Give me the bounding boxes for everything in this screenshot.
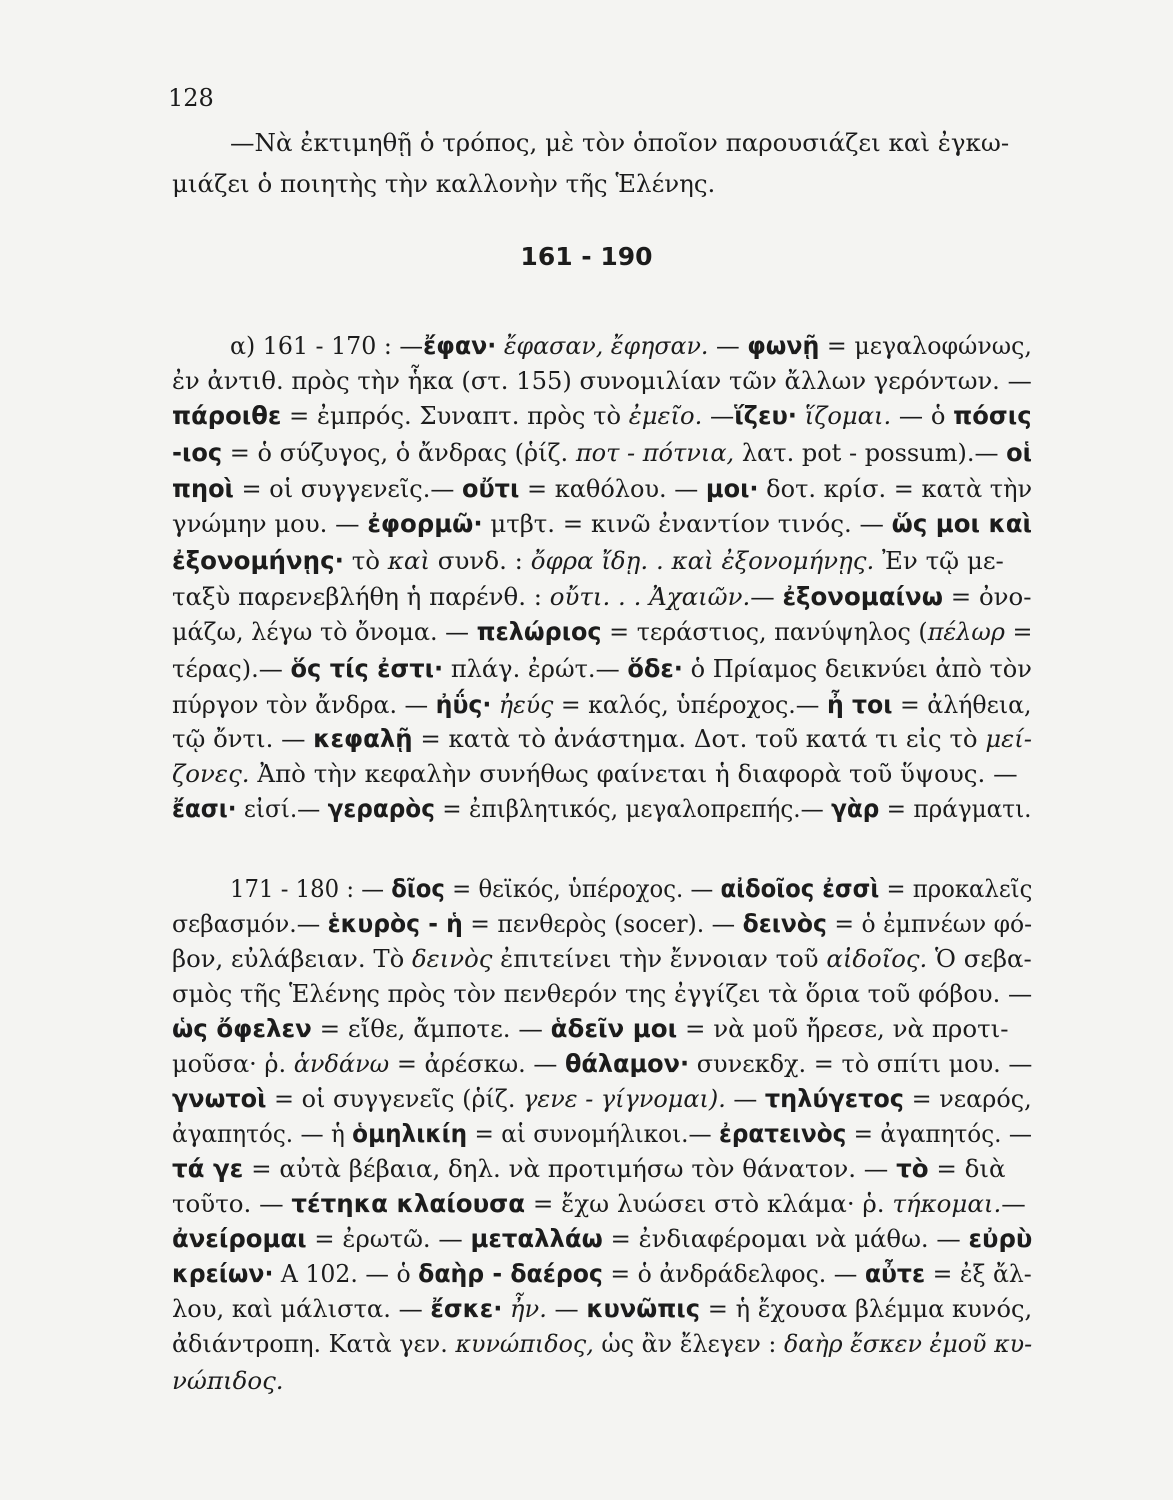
text-line <box>230 873 1033 905</box>
text: = ὁ σύζυγος, ὁ ἄνδρας (ῥίζ. <box>222 438 576 467</box>
section-heading: 161 - 190 <box>520 242 653 271</box>
text: = ἀλήθεια, <box>892 690 1032 719</box>
lemma: -ιος <box>172 438 223 467</box>
text-line <box>172 978 1033 1010</box>
italic-text: καὶ <box>387 546 431 575</box>
text: εἰσί.— <box>236 794 328 823</box>
text-line <box>172 365 1032 397</box>
italic-text: δαὴρ ἔσκεν ἐμοῦ κυ- <box>783 1329 1033 1358</box>
text: — <box>1001 1189 1026 1218</box>
lemma: δαὴρ - δαέρος <box>418 1259 603 1288</box>
text: = οἱ συγγενεῖς (ῥίζ. <box>266 1084 524 1113</box>
italic-text: νώπιδος. <box>172 1366 284 1395</box>
lemma: πελώριος <box>476 617 602 646</box>
text: λου, καὶ μάλιστα. — <box>172 1294 431 1323</box>
lemma: αἰδοῖος ἐσσὶ <box>720 874 880 903</box>
lemma: οἱ <box>1006 438 1033 467</box>
text-line <box>172 545 1032 577</box>
lemma: ἑκυρὸς - ἡ <box>327 909 463 938</box>
lemma: ὁμηλικίη <box>352 1119 468 1148</box>
text-line <box>172 689 1032 721</box>
lemma: οὔτι <box>461 474 520 503</box>
text: πύργον τὸν ἄνδρα. — <box>172 690 436 719</box>
lemma: ἐξονομαίνω <box>782 582 943 611</box>
text: Ἀπὸ τὴν κεφαλὴν συνήθως φαίνεται ἡ διαφορὰ τοῦ ὕψους. — <box>249 759 1018 788</box>
lemma: αὖτε <box>864 1259 926 1288</box>
lemma: μεταλλάω <box>470 1224 603 1253</box>
text: ἐπιτείνει τὴν ἔννοιαν τοῦ <box>492 944 827 973</box>
text: — ὁ <box>891 401 954 430</box>
lemma: τά γε <box>172 1154 244 1183</box>
text: ὡς ἂν ἔλεγεν : <box>593 1329 784 1358</box>
text-line <box>172 1365 1032 1397</box>
italic-text: οὔτι. . . Ἀχαιῶν. <box>549 582 751 611</box>
text: 171 - 180 : — <box>230 874 392 903</box>
italic-text: ζονες. <box>172 759 250 788</box>
text-line <box>230 330 1032 362</box>
text: Α 102. — ὁ <box>273 1259 419 1288</box>
lemma: ἔασι· <box>172 794 237 823</box>
text: = πενθερὸς (socer). — <box>462 909 743 938</box>
lemma: θάλαμον· <box>564 1049 690 1078</box>
text: — <box>725 1084 765 1113</box>
text-line <box>172 758 1032 790</box>
text: = ἐρωτῶ. — <box>306 1224 471 1253</box>
lemma: τὸ <box>896 1154 929 1183</box>
lemma: ἠΰς· <box>435 690 492 719</box>
lemma: κρείων· <box>172 1259 274 1288</box>
text: ἀδιάντροπη. Κατὰ γεν. <box>172 1329 456 1358</box>
text: = κατὰ τὸ ἀνάστημα. Δοτ. τοῦ κατά τι εἰς τὸ <box>412 724 986 753</box>
lemma: δεινὸς <box>742 909 827 938</box>
text-line <box>172 437 1033 469</box>
text: = <box>1004 617 1033 646</box>
text: = ἐξ ἄλ- <box>925 1259 1032 1288</box>
text: μτβτ. = κινῶ ἐναντίον τινός. — <box>482 509 892 538</box>
text <box>496 331 504 360</box>
text: = διὰ <box>928 1154 1006 1183</box>
text: πλάγ. ἐρώτ.— <box>443 654 628 683</box>
text: = ὁ ἐμπνέων φό- <box>826 909 1033 938</box>
text: Ἐν τῷ με- <box>874 546 1004 575</box>
text: = ἡ ἔχουσα βλέμμα κυνός, <box>700 1294 1033 1323</box>
text-line <box>172 793 1032 825</box>
italic-text: ἐμεῖο. <box>628 401 703 430</box>
lemma: πόσις <box>953 401 1032 430</box>
lemma: ὅς τίς ἐστι· <box>290 654 444 683</box>
italic-text: γενε - γίγνομαι). <box>523 1084 726 1113</box>
italic-text: ποτ - πότνια, <box>575 438 735 467</box>
lemma: κυνῶπις <box>586 1294 701 1323</box>
intro-line-1: —Νὰ ἐκτιμηθῇ ὁ τρόπος, μὲ τὸν ὁποῖον παρουσιάζει καὶ ἐγκω- <box>230 128 1010 157</box>
lemma: ἀνείρομαι <box>172 1224 307 1253</box>
lemma: ἦ τοι <box>826 690 893 719</box>
text: μάζω, λέγω τὸ ὄνομα. — <box>172 617 477 646</box>
text: — <box>708 331 748 360</box>
text-line <box>172 616 1033 648</box>
lemma: γὰρ <box>831 794 880 823</box>
italic-text: ἦν. <box>510 1294 547 1323</box>
text-line <box>172 1223 1033 1255</box>
text-line <box>172 1118 1032 1150</box>
italic-text: ἠεύς <box>498 690 554 719</box>
text: — <box>546 1294 587 1323</box>
italic-text: πέλωρ <box>927 617 1005 646</box>
italic-text: ἔφασαν, ἔφησαν. <box>503 331 709 360</box>
text: = ὁ ἀνδράδελφος. — <box>602 1259 865 1288</box>
text: = ἔχω λυώσει στὸ κλάμα· ῥ. <box>525 1189 893 1218</box>
italic-text: ἁνδάνω <box>293 1049 390 1078</box>
text-line <box>172 1153 1032 1185</box>
text: = νεαρός, <box>903 1084 1032 1113</box>
text: = καθόλου. — <box>519 474 706 503</box>
text-line <box>172 581 1030 613</box>
text-line <box>172 723 1033 755</box>
lemma: ὥς μοι καὶ <box>891 509 1033 538</box>
text-line <box>172 1328 1033 1360</box>
text-line <box>172 400 1032 432</box>
lemma: μοι· <box>705 474 759 503</box>
lemma: ἐξονομήνῃς· <box>172 546 344 575</box>
italic-text: κυνώπιδος, <box>455 1329 594 1358</box>
text: λατ. pot - possum).— <box>734 438 1007 467</box>
text: τῷ ὄντι. — <box>172 724 314 753</box>
italic-text: μεί- <box>985 724 1033 753</box>
text: ἀγαπητός. — ἡ <box>172 1119 353 1148</box>
text: = αἱ συνομήλικοι.— <box>467 1119 719 1148</box>
text-line <box>172 1293 1033 1325</box>
lemma: φωνῇ <box>747 331 820 360</box>
text-line <box>172 653 1032 685</box>
lemma: ἵζευ· <box>734 401 798 430</box>
text: = ἐπιβλητικός, μεγαλοπρεπής.— <box>434 794 832 823</box>
text: μοῦσα· ῥ. <box>172 1049 294 1078</box>
text: τὸ <box>343 546 388 575</box>
italic-text: αἰδοῖος. <box>826 944 928 973</box>
text: βον, εὐλάβειαν. Τὸ <box>172 944 413 973</box>
text: = ἐνδιαφέρομαι νὰ μάθω. — <box>602 1224 969 1253</box>
lemma: εὐρὺ <box>968 1224 1033 1253</box>
text: = ὀνο- <box>942 582 1032 611</box>
text: α) 161 - 170 : — <box>230 331 424 360</box>
text: ὁ Πρίαμος δεικνύει ἀπὸ τὸν <box>682 654 1032 683</box>
text: τοῦτο. — <box>172 1189 292 1218</box>
text: = τεράστιος, πανύψηλος ( <box>601 617 928 646</box>
text-line <box>172 943 1032 975</box>
lemma: ἔφαν· <box>423 331 497 360</box>
text: = καλός, ὑπέροχος.— <box>553 690 827 719</box>
lemma: ὡς ὄφελεν <box>172 1014 312 1043</box>
lemma: πάροιθε <box>172 401 282 430</box>
lemma: τέτηκα κλαίουσα <box>291 1189 526 1218</box>
text: = μεγαλοφώνως, <box>819 331 1032 360</box>
lemma: ἐρατεινὸς <box>718 1119 847 1148</box>
italic-text: δεινὸς <box>412 944 493 973</box>
text: — <box>750 582 783 611</box>
text <box>491 690 499 719</box>
lemma: γεραρὸς <box>327 794 435 823</box>
lemma: ὅδε· <box>627 654 683 683</box>
text: = αὐτὰ βέβαια, δηλ. νὰ προτιμήσω τὸν θάνατον. — <box>243 1154 897 1183</box>
text: σμὸς τῆς Ἑλένης πρὸς τὸν πενθερόν της ἐγγίζει τὰ ὅρια τοῦ φόβου. — <box>172 979 1033 1008</box>
text-line <box>172 1048 1033 1080</box>
text-line <box>172 473 1033 505</box>
text: = ἀρέσκω. — <box>389 1049 565 1078</box>
lemma: κεφαλῇ <box>313 724 413 753</box>
intro-line-2: μιάζει ὁ ποιητὴς τὴν καλλονὴν τῆς Ἑλένης. <box>172 169 716 198</box>
text-line <box>172 1013 1032 1045</box>
lemma: ἔσκε· <box>430 1294 503 1323</box>
italic-text: ἵζομαι. <box>804 401 892 430</box>
text: — <box>702 401 735 430</box>
text: = θεϊκός, ὑπέροχος. — <box>444 874 721 903</box>
text: συνεκδχ. = τὸ σπίτι μου. — <box>689 1049 1033 1078</box>
text-line <box>172 908 1033 940</box>
text: συνδ. : <box>430 546 531 575</box>
text: ταξὺ παρενεβλήθη ἡ παρένθ. : <box>172 582 550 611</box>
text: τέρας).— <box>172 654 291 683</box>
text: = νὰ μοῦ ἤρεσε, νὰ προτι- <box>677 1014 1009 1043</box>
text-line <box>172 1083 1032 1115</box>
text-line <box>172 1258 1032 1290</box>
text: = ἐμπρός. Συναπτ. πρὸς τὸ <box>281 401 629 430</box>
lemma: ἐφορμῶ· <box>367 509 483 538</box>
lemma: δῖος <box>391 874 445 903</box>
text-line <box>172 1188 1032 1220</box>
page-number: 128 <box>168 84 214 112</box>
text: = εἴθε, ἄμποτε. — <box>311 1014 551 1043</box>
text: = προκαλεῖς <box>879 874 1033 903</box>
lemma: τηλύγετος <box>764 1084 904 1113</box>
lemma: πηοὶ <box>172 474 234 503</box>
text: Ὁ σεβα- <box>927 944 1032 973</box>
text: = ἀγαπητός. — <box>846 1119 1032 1148</box>
italic-text: ὄφρα ἴδῃ. . καὶ ἐξονομήνῃς. <box>530 546 875 575</box>
text: σεβασμόν.— <box>172 909 328 938</box>
lemma: γνωτοὶ <box>172 1084 267 1113</box>
text: δοτ. κρίσ. = κατὰ τὴν <box>758 474 1033 503</box>
text-line <box>172 508 1033 540</box>
text: = οἱ συγγενεῖς.— <box>233 474 462 503</box>
text: = πράγματι. <box>879 794 1032 823</box>
text <box>797 401 805 430</box>
italic-text: τήκομαι. <box>892 1189 1002 1218</box>
lemma: ἁδεῖν μοι <box>550 1014 678 1043</box>
text: γνώμην μου. — <box>172 509 368 538</box>
text: ἐν ἀντιθ. πρὸς τὴν ἧκα (στ. 155) συνομιλίαν τῶν ἄλλων γερόντων. — <box>172 366 1032 395</box>
